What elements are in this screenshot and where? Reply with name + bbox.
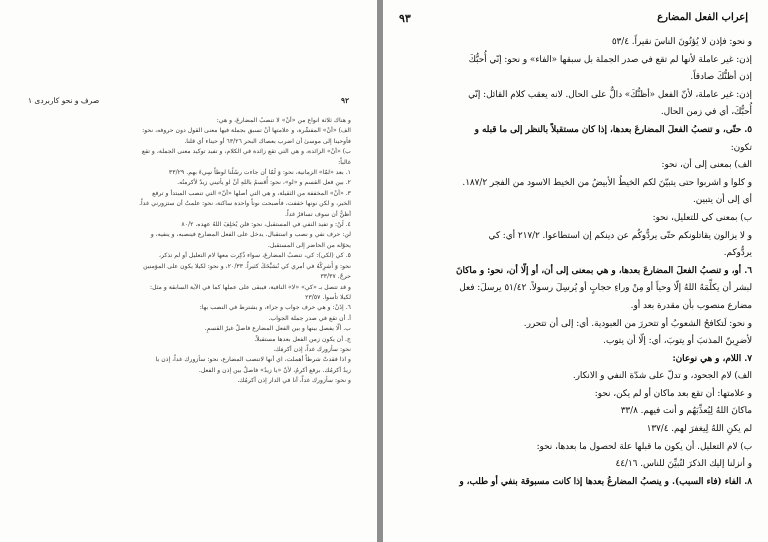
text-line: و نحو: سأزورك غداً، أنا في الدار إذن أكرمُك.: [237, 377, 351, 385]
text-line: إذن أظنُّكَ صادقاً.: [690, 72, 752, 83]
text-line: ١. بعد «لمّا» الزمانية، نحو: وَ لَمّا أن جاءت رسُلُنا لوطاً سِيءَ بهم. ٣٣/٢٩: [168, 169, 351, 177]
text-line: فأوحينا إلى موسىٰ أن اضرب بعصاك البحر ٦٣/٢٦ أو حيناء أي قلنا.: [184, 137, 351, 145]
text-line: ٤. لَنْ: و تفيد النفي في المستقبل، نحو: فلن يُخلِفَ اللهُ عهده. ٨٠/٢: [181, 221, 351, 229]
text-line: لأضرِبنّ المذنبَ أو يتوبَ، أي: إلّا أن يتوب.: [603, 336, 752, 347]
text-line: يحوّله من الحاضر إلى المستقبل.: [267, 241, 351, 249]
text-line: ٣. «أنْ» المخففة من الثقيلة، و هي التي أصلها «أنّ» التي تنصب المبتدأ و ترفع: [152, 189, 351, 197]
text-line: ب) بمعنى كي للتعليل، نحو:: [652, 212, 752, 223]
text-line: الف) لام الجحود، و تدلّ على شدّة النفي و الانكار.: [572, 371, 752, 382]
text-line: و قد تتصل بـ «كي» «لا» النافية، فيبقى على عملها كما في الآية السابقة و مثل:: [149, 283, 351, 291]
text-line: ب) لام التعليل. أن يكون ما قبلها علة لحصول ما بعدها، نحو:: [536, 441, 752, 452]
text-line: يردُّوكم.: [723, 248, 752, 259]
left-page-header: [28, 96, 349, 110]
text-line: غالباً:: [338, 158, 351, 166]
left-page-number: ٩٢: [340, 96, 349, 105]
text-line: ٢. بين فعل القسم و «لو»، نحو: أُقسمُ باللهِ أنْ لو يأتيني زيدٌ لأكرمتُه.: [177, 179, 351, 187]
text-line: و علامتها: أن تقع بعد ماكان أو لم يكن، نحو:: [594, 388, 752, 399]
text-line: أي إلى أن يتبين.: [693, 195, 752, 206]
text-line: لن: حرف نفي و نصب و استقبال. يدخل على الفعل المضارع فينصبه، و ينفيه، و: [150, 231, 351, 239]
right-page: [383, 0, 768, 542]
right-page-running-title: إعراب الفعل المضارع: [657, 12, 748, 23]
text-line: ماكانَ اللهُ لِيُعذِّبَهُم و أنت فيهم. ٣٣/٨: [620, 406, 752, 417]
text-line: الف) «أنْ» المفسِّرة، و علامتها أنْ تسبق بجملة فيها معنى القول دون حروفه، نحو:: [142, 127, 351, 135]
text-line: إذن: غير عاملة لأنها لم تقع في صدر الجملة بل سبقها «الفاء» و نحو: إنّي أُحبُّكَ: [468, 54, 752, 65]
text-line: و هناك ثلاثة انواع من «أنْ» لا تنصبُ المضارعَ، و هي:: [216, 117, 351, 124]
text-line: ب) «أنْ» الزائدة، و هي التي تقع زائدة في الكلام، و تفيد توكيد معنى الجملة، و تقع: [141, 148, 351, 156]
text-line: و نحو: لَتكافحُ الشعوبُ أو تتحررَ من العبودية. أي: إلى أن تتحرر.: [523, 318, 752, 329]
text-line: تكون:: [730, 142, 752, 153]
text-line: الف) بمعنى إلى أن، نحو:: [661, 160, 752, 171]
text-line: لم يكنِ اللهُ لِيغفرَ لهم. ١٣٧/٤: [646, 424, 752, 435]
text-line: نحو: وَ أَشرِكْهُ في أمري كي نُسَبِّحَكَ كثيراً. ٢٠/٣٣، و نحو: لكيلا يكون على المؤمنين: [143, 262, 351, 270]
text-line: و أنزلنا إليك الذكرَ لتُبيِّنَ للناس. ٤٤/١٦: [615, 459, 752, 470]
section-heading: ٥. حتّى، و تنصبُ الفعلَ المضارعَ بعدها، إذا كان مستقبلاً بالنظر إلى ما قبله و: [474, 124, 752, 135]
text-line: أ. أن تقع في صدر جملة الجواب.: [268, 314, 351, 322]
text-line: أظنُّ أن سوف تسافرُ غداً.: [285, 210, 351, 218]
text-line: و لا يزالون يقاتلونكم حتّى يردُّوكُم عن دينكم إن استطاعوا. ٢١٧/٢ أي: كي: [488, 230, 752, 241]
right-page-header: [399, 12, 748, 30]
text-line: ج. أن يكون زمن الفعل بعدها مستقبلاً.: [254, 335, 351, 343]
right-page-number: ٩٣: [399, 12, 411, 25]
text-line: و كلوا و اشربوا حتى يتبيّنَ لكم الخيطُ الأبيضُ من الخيط الاسود من الفجر ١٨٧/٢.: [462, 177, 752, 188]
text-line: إذن: غير عاملة، لأنّ الفعل «أظنُّكَ» دالٌّ على الحال. لانه يعقب كلام القائل: إنّي: [468, 89, 752, 100]
text-line: و نحو: فإذن لا يُؤتُونَ الناسَ نقيراً. ٥٣/٤: [611, 37, 752, 47]
text-line: مضارع منصوب بأن مقدرة بعد أو.: [630, 300, 752, 311]
section-heading: ٨. الفاء (فاء السبب). و ينصبُ المضارعُ بعدها إذا كانت مسبوقة بنفي أو طلب، و: [459, 476, 752, 487]
text-line: ٦. إذَنْ: و هي حرف جواب و جزاء، و يشترط في النصب بها:: [199, 304, 351, 312]
right-page-body: [397, 34, 752, 491]
text-line: لكيلا تأسوا. ٢٣/٥٧: [305, 293, 351, 301]
section-heading: ٧. اللام، و هي نوعان:: [672, 353, 752, 364]
section-heading: ٦. أو، و تنصبُ الفعلَ المضارعَ بعدها، و هي بمعنى إلى أن، أو إلّا أن، نحو: و ماكانَ: [456, 265, 752, 276]
text-line: نحو: سأزورك غداً، إذن أكرمَك.: [273, 345, 351, 353]
text-line: الخبر، و لكن نونها خففت، فأصبحت نوناً واحدة ساكنة، نحو: علمتُ أن ستزورني غداً.: [139, 200, 351, 208]
left-page: [0, 0, 377, 542]
text-line: حرجٌ. ٣٣/٣٧: [320, 273, 351, 281]
text-line: زيدُ أكرمُك. برفع أكرمُ، لأنّ «يا زيدُ» فاصلٌ بين إذن و الفعل.: [198, 366, 351, 374]
text-line: ٥. كي (لكي): كي، تنصبُ المضارعَ، سواء ذُكِرت معها لام التعليل أو لم تذكر،: [158, 252, 351, 260]
left-page-body: [26, 116, 351, 387]
text-line: و اذا فقدتْ شرطاً أهملت، اي أنها لاتنصب المضارع، نحو: سأزورك غداً، إذن يا: [155, 356, 351, 364]
text-line: لبشر أن يكلِّمَهُ اللهُ إلّا وحياً أو مِنْ وراءِ حجابٍ أو يُرسِلَ رسولاً. ٥١/٤٢ يرسلَ: فعل: [459, 283, 752, 294]
text-line: أُحبُّكَ، أي في زمن الحال.: [660, 107, 752, 118]
left-page-running-title: صرف و نحو كاربردى ١: [28, 96, 100, 105]
text-line: ب. ألّا يفصل بينها و بين الفعل المضارع فاصلٌ غيرُ القسمِ.: [204, 325, 351, 333]
